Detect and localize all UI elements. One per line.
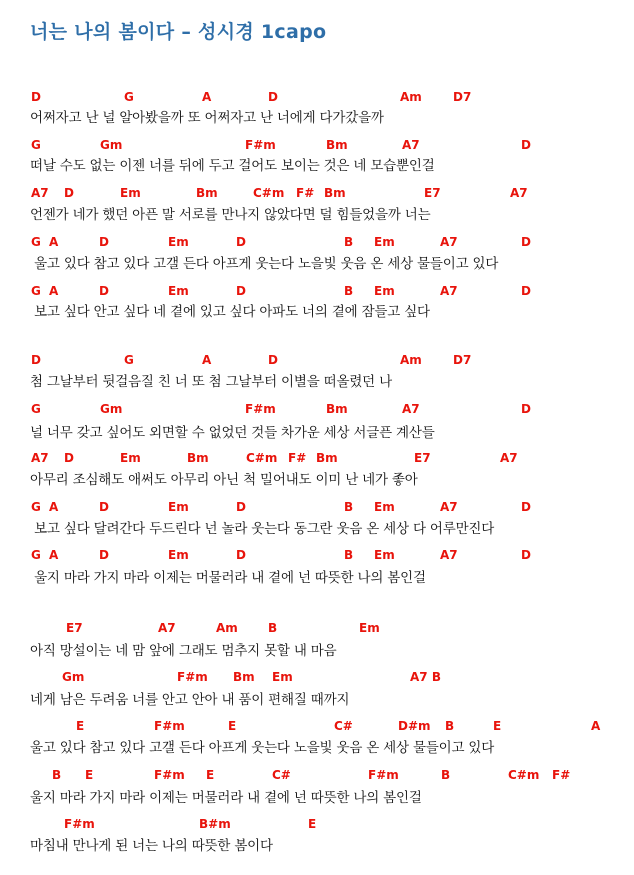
chord: A7 bbox=[500, 451, 518, 465]
chord: Em bbox=[359, 621, 380, 635]
chord: E bbox=[85, 768, 94, 782]
chord: A7 bbox=[402, 402, 420, 416]
chord: Em bbox=[120, 451, 141, 465]
lyric-line: 아무리 조심해도 애써도 아무리 아닌 척 밀어내도 이미 난 네가 좋아 bbox=[30, 472, 418, 488]
chord: Em bbox=[374, 235, 395, 249]
chord: B#m bbox=[199, 817, 231, 831]
chord: D bbox=[64, 186, 74, 200]
chord: B bbox=[344, 235, 354, 249]
lyric-line: 아직 망설이는 네 맘 앞에 그래도 멈추지 못할 내 마음 bbox=[30, 643, 337, 659]
chord: C#m bbox=[253, 186, 285, 200]
chord: A bbox=[49, 500, 59, 514]
chord: Em bbox=[374, 500, 395, 514]
chord: A7 bbox=[440, 548, 458, 562]
chord: A bbox=[49, 235, 59, 249]
chord: G bbox=[31, 500, 41, 514]
chord: D bbox=[99, 284, 109, 298]
chord: D bbox=[521, 138, 531, 152]
chord: E7 bbox=[414, 451, 431, 465]
chord: D bbox=[31, 90, 41, 104]
chord: Am bbox=[400, 90, 422, 104]
chord: D7 bbox=[453, 90, 472, 104]
chord: E bbox=[206, 768, 215, 782]
chord: A7 bbox=[158, 621, 176, 635]
chord: A bbox=[202, 90, 212, 104]
chord: Bm bbox=[233, 670, 255, 684]
chord: Gm bbox=[100, 402, 123, 416]
chord: G bbox=[31, 235, 41, 249]
chord: B bbox=[344, 500, 354, 514]
chord: C# bbox=[334, 719, 353, 733]
chord: D bbox=[268, 353, 278, 367]
lyric-line: 보고 싶다 달려간다 두드린다 넌 놀라 웃는다 동그란 웃음 온 세상 다 어루만진다 bbox=[30, 521, 495, 537]
chord: Em bbox=[168, 235, 189, 249]
chord: E7 bbox=[424, 186, 441, 200]
chord: C#m bbox=[246, 451, 278, 465]
lyric-line: 첨 그날부터 뒷걸음질 친 너 또 첨 그날부터 이별을 떠올렸던 나 bbox=[30, 374, 392, 390]
chord: B bbox=[268, 621, 278, 635]
chord: B bbox=[344, 548, 354, 562]
chord: E bbox=[308, 817, 317, 831]
chord: D bbox=[236, 284, 246, 298]
chord: G bbox=[31, 402, 41, 416]
chord: G bbox=[124, 353, 134, 367]
chord: Em bbox=[168, 548, 189, 562]
chord: F# bbox=[288, 451, 307, 465]
chord: E bbox=[493, 719, 502, 733]
chord: D bbox=[31, 353, 41, 367]
chord: F#m bbox=[64, 817, 95, 831]
chord: A7 bbox=[440, 500, 458, 514]
chord: D7 bbox=[453, 353, 472, 367]
chord: A7 bbox=[440, 284, 458, 298]
chord: D#m bbox=[398, 719, 431, 733]
chord: F# bbox=[296, 186, 315, 200]
chord: D bbox=[236, 500, 246, 514]
chord: D bbox=[236, 235, 246, 249]
lyric-line: 언젠가 네가 했던 아픈 말 서로를 만나지 않았다면 덜 힘들었을까 너는 bbox=[30, 207, 431, 223]
chord: B bbox=[445, 719, 455, 733]
chord: C#m bbox=[508, 768, 540, 782]
lyric-line: 울지 마라 가지 마라 이제는 머물러라 내 곁에 넌 따뜻한 나의 봄인걸 bbox=[30, 570, 426, 586]
chord: D bbox=[99, 500, 109, 514]
chord: Am bbox=[400, 353, 422, 367]
chord: Gm bbox=[62, 670, 85, 684]
chord: F#m bbox=[368, 768, 399, 782]
lyric-line: 널 너무 갖고 싶어도 외면할 수 없었던 것들 차가운 세상 서글픈 계산들 bbox=[30, 425, 435, 441]
chord: F# bbox=[552, 768, 571, 782]
chord: Bm bbox=[326, 402, 348, 416]
lyric-line: 마침내 만나게 된 너는 나의 따뜻한 봄이다 bbox=[30, 838, 273, 854]
chord: A7 bbox=[510, 186, 528, 200]
chord: Bm bbox=[316, 451, 338, 465]
chord: F#m bbox=[177, 670, 208, 684]
chord: G bbox=[124, 90, 134, 104]
chord: A7 bbox=[402, 138, 420, 152]
chord: Am bbox=[216, 621, 238, 635]
chord: B bbox=[52, 768, 62, 782]
chord: D bbox=[521, 402, 531, 416]
chord: Em bbox=[120, 186, 141, 200]
chord: D bbox=[99, 548, 109, 562]
chord: A bbox=[591, 719, 601, 733]
chord: F#m bbox=[154, 719, 185, 733]
lyric-line: 울고 있다 참고 있다 고갤 든다 아프게 웃는다 노을빛 웃음 온 세상 물들이고 있다 bbox=[30, 256, 499, 272]
chord: Em bbox=[168, 284, 189, 298]
chord: Em bbox=[374, 284, 395, 298]
chord: D bbox=[521, 235, 531, 249]
lyric-line: 떠날 수도 없는 이젠 너를 뒤에 두고 걸어도 보이는 것은 네 모습뿐인걸 bbox=[30, 158, 435, 174]
chord: G bbox=[31, 284, 41, 298]
chord: D bbox=[236, 548, 246, 562]
chord: D bbox=[521, 500, 531, 514]
chord: Bm bbox=[324, 186, 346, 200]
chord: G bbox=[31, 548, 41, 562]
chord: A7 bbox=[440, 235, 458, 249]
lyric-line: 울고 있다 참고 있다 고갤 든다 아프게 웃는다 노을빛 웃음 온 세상 물들이고 있다 bbox=[30, 740, 495, 756]
chord: D bbox=[268, 90, 278, 104]
chord: D bbox=[64, 451, 74, 465]
chord: Em bbox=[374, 548, 395, 562]
chord: F#m bbox=[245, 402, 276, 416]
chord: A7 B bbox=[410, 670, 441, 684]
lyric-line: 네게 남은 두려움 너를 안고 안아 내 품이 편해질 때까지 bbox=[30, 692, 350, 708]
chord: Em bbox=[272, 670, 293, 684]
chord: C# bbox=[272, 768, 291, 782]
chord: Bm bbox=[196, 186, 218, 200]
chord: B bbox=[441, 768, 451, 782]
chord: F#m bbox=[245, 138, 276, 152]
chord: E bbox=[228, 719, 237, 733]
chord: A7 bbox=[31, 451, 49, 465]
chord: B bbox=[344, 284, 354, 298]
chord: F#m bbox=[154, 768, 185, 782]
lyric-line: 보고 싶다 안고 싶다 네 곁에 있고 싶다 아파도 너의 곁에 잠들고 싶다 bbox=[30, 304, 430, 320]
lyric-line: 울지 마라 가지 마라 이제는 머물러라 내 곁에 넌 따뜻한 나의 봄인걸 bbox=[30, 790, 422, 806]
chord: D bbox=[99, 235, 109, 249]
chord: D bbox=[521, 548, 531, 562]
chord: Bm bbox=[326, 138, 348, 152]
lyric-line: 어쩌자고 난 널 알아봤을까 또 어쩌자고 난 너에게 다가갔을까 bbox=[30, 110, 384, 126]
chord: Gm bbox=[100, 138, 123, 152]
chord: Em bbox=[168, 500, 189, 514]
song-title: 너는 나의 봄이다 – 성시경 1capo bbox=[30, 21, 327, 43]
chord: D bbox=[521, 284, 531, 298]
chord: A bbox=[202, 353, 212, 367]
chord: Bm bbox=[187, 451, 209, 465]
chord: A7 bbox=[31, 186, 49, 200]
chord: A bbox=[49, 284, 59, 298]
chord: G bbox=[31, 138, 41, 152]
chord: E bbox=[76, 719, 85, 733]
chord: A bbox=[49, 548, 59, 562]
chord: E7 bbox=[66, 621, 83, 635]
